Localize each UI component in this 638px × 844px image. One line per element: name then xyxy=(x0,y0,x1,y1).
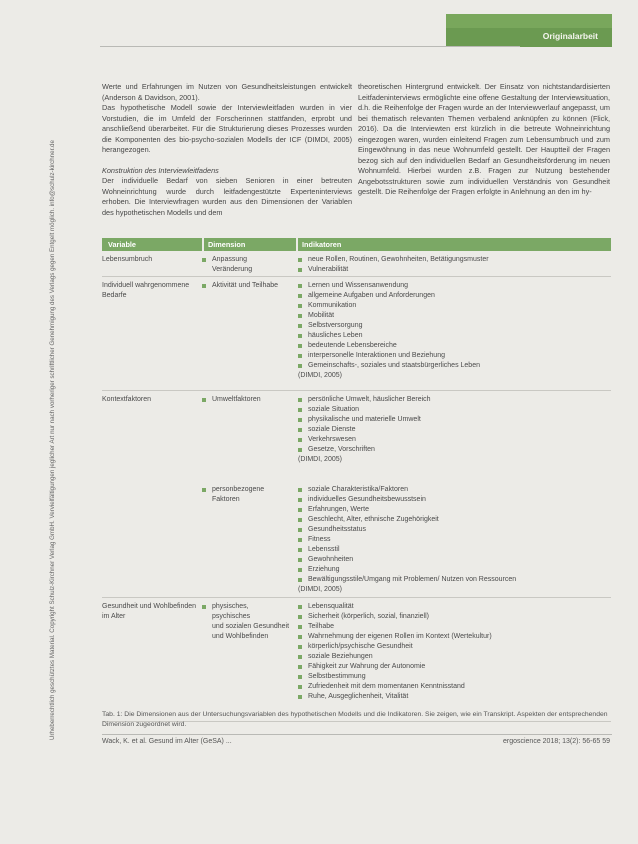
table-caption: Tab. 1: Die Dimensionen aus der Untersuchungsvariablen des hypothetischen Modells und die Indikatoren. Sie zeigen, wie ein Transkript. Aspekten der entsprechenden Dimension zugeordnet wird. xyxy=(102,711,608,728)
cell-dimension xyxy=(202,485,294,505)
indicator-item: Lebensstil xyxy=(298,545,608,555)
left-paragraph-3: Der individuelle Bedarf von sieben Senioren in einer betreuten Wohneinrichtung wurde durch leitfadengestützte Experteninterviews erhoben. Die Interviewfragen wurden aus den Dimensionen der Variablen des hypothetischen Modells und dem xyxy=(102,176,352,217)
indicator-item: Sicherheit (körperlich, sozial, finanziell) xyxy=(298,612,608,622)
indicator-item: Fähigkeit zur Wahrung der Autonomie xyxy=(298,662,608,672)
footer-journal: ergoscience 2018; 13(2): 56-65 59 xyxy=(502,738,610,745)
cell-dimension xyxy=(202,395,294,405)
table-row xyxy=(102,481,611,598)
right-paragraph-1: theoretischen Hintergrund entwickelt. Der Einsatz von nichtstandardisierten Leitfadeninterviews ermöglichte eine offene Gestaltung der Interviewsituation, d.h. die Reihenfolge der Fragen wurde an der Interviewverlauf angepasst, um bei thematisch relevanten Themen verbalend anknüpfen zu können (Flick, 2016). Da die Interviewten erst kürzlich in die betreute Wohneinrichtung eingezogen waren, wurden einleitend Fragen zum Lebensumbruch und zum Eingewöhnung in das neue Wohnumfeld gestellt. Der Hauptteil der Fragen bezog sich auf den individuellen Bedarf an Gesundheitsförderung im neuen Wohnumfeld. Hierbei wurden z.B. Fragen zur Nutzung bestehender Angebotsstrukturen sowie zum individuellen Verständnis von Gesundheit gestellt. Die Reihenfolge der Fragen erfolgte in Anlehnung an den im hy- xyxy=(358,82,610,196)
dimension-item: physisches, psychisches und sozialen Gesundheit und Wohlbefinden xyxy=(202,602,294,642)
cell-indicators xyxy=(298,255,608,275)
table-row xyxy=(102,598,611,722)
table-row xyxy=(102,251,611,277)
indicator-item: Bewältigungsstile/Umgang mit Problemen/ Nutzen von Ressourcen xyxy=(298,575,608,585)
cell-indicators xyxy=(298,395,608,465)
section-label: Originalarbeit xyxy=(542,31,598,41)
indicator-item: Erfahrungen, Werte xyxy=(298,505,608,515)
indicator-item: Wahrnehmung der eigenen Rollen im Kontext (Wertekultur) xyxy=(298,632,608,642)
dimension-item: Anpassung Veränderung xyxy=(202,255,294,275)
subheading: Konstruktion des Interviewleitfadens xyxy=(102,165,219,175)
cell-dimension xyxy=(202,255,294,275)
dimension-item: Umweltfaktoren xyxy=(202,395,294,405)
indicator-item: Verkehrswesen xyxy=(298,435,608,445)
indicator-item: Geschlecht, Alter, ethnische Zugehörigkeit xyxy=(298,515,608,525)
header-dimension: Dimension xyxy=(208,240,246,249)
cell-dimension xyxy=(202,281,294,291)
table-body xyxy=(102,251,611,722)
indicator-item: neue Rollen, Routinen, Gewohnheiten, Betätigungsmuster xyxy=(298,255,608,265)
indicator-item: Gemeinschafts-, soziales und staatsbürgerliches Leben xyxy=(298,361,608,371)
cell-indicators xyxy=(298,281,608,381)
indicator-item: soziale Charakteristika/Faktoren xyxy=(298,485,608,495)
indicator-item: häusliches Leben xyxy=(298,331,608,341)
dimension-item: personbezogene Faktoren xyxy=(202,485,294,505)
indicator-item: Erziehung xyxy=(298,565,608,575)
indicator-item: Vulnerabilität xyxy=(298,265,608,275)
cell-variable: Kontextfaktoren xyxy=(102,396,152,403)
left-paragraph-1: Werte und Erfahrungen im Nutzen von Gesundheitsleistungen entwickelt (Anderson & Davidson, 2001). xyxy=(102,82,352,102)
indicator-item: Fitness xyxy=(298,535,608,545)
indicator-item: persönliche Umwelt, häuslicher Bereich xyxy=(298,395,608,405)
cell-variable: Individuell wahrgenommene Bedarfe xyxy=(102,282,190,299)
indicator-item: Teilhabe xyxy=(298,622,608,632)
indicator-source: (DIMDI, 2005) xyxy=(298,586,342,593)
indicator-item: Lernen und Wissensanwendung xyxy=(298,281,608,291)
indicator-item: Gesundheitsstatus xyxy=(298,525,608,535)
indicator-item: Gesetze, Vorschriften xyxy=(298,445,608,455)
section-tab xyxy=(446,28,612,47)
indicator-item: Selbstbestimmung xyxy=(298,672,608,682)
right-column xyxy=(358,82,610,198)
indicator-item: individuelles Gesundheitsbewusstsein xyxy=(298,495,608,505)
indicator-item: interpersonelle Interaktionen und Beziehung xyxy=(298,351,608,361)
header-indicators: Indikatoren xyxy=(302,240,342,249)
indicator-item: allgemeine Aufgaben und Anforderungen xyxy=(298,291,608,301)
indicator-item: Ruhe, Ausgeglichenheit, Vitalität xyxy=(298,692,608,702)
indicator-item: bedeutende Lebensbereiche xyxy=(298,341,608,351)
cell-indicators xyxy=(298,602,608,702)
indicator-item: Selbstversorgung xyxy=(298,321,608,331)
indicator-item: Mobilität xyxy=(298,311,608,321)
cell-variable: Lebensumbruch xyxy=(102,256,153,263)
indicator-source: (DIMDI, 2005) xyxy=(298,372,342,379)
left-column xyxy=(102,82,352,218)
table-row xyxy=(102,391,611,481)
indicator-item: Lebensqualität xyxy=(298,602,608,612)
indicator-item: Zufriedenheit mit dem momentanen Kenntnisstand xyxy=(298,682,608,692)
table-row xyxy=(102,277,611,391)
footer-citation: Wack, K. et al. Gesund im Alter (GeSA) ... xyxy=(102,738,232,745)
header-rule xyxy=(100,46,520,47)
indicator-item: soziale Dienste xyxy=(298,425,608,435)
indicator-item: Gewohnheiten xyxy=(298,555,608,565)
copyright-side-note: Urheberrechtlich geschütztes Material. Copyright Schulz-Kirchner Verlag GmbH. Vervielfältigungen jeglicher Art nur nach vorheriger schriftlicher Genehmigung des Verlags gegen Entgelt möglich. info@schulz-kirchner.de xyxy=(49,140,56,740)
header-tab-top xyxy=(446,14,612,28)
footer-rule xyxy=(102,734,612,735)
indicator-item: Kommunikation xyxy=(298,301,608,311)
indicator-source: (DIMDI, 2005) xyxy=(298,456,342,463)
indicator-item: soziale Beziehungen xyxy=(298,652,608,662)
indicator-item: physikalische und materielle Umwelt xyxy=(298,415,608,425)
cell-dimension xyxy=(202,602,294,642)
left-paragraph-2: Das hypothetische Modell sowie der Interviewleitfaden wurden in vier Vorstudien, die im Umfeld der Forscherinnen stattfanden, erprobt und anschließend überarbeitet. Für die Strukturierung dieses Prozesses wurden die Komponenten des bio-psycho-sozialen Modells der ICF (DIMDI, 2005) herangezogen. xyxy=(102,103,352,154)
indicator-item: soziale Situation xyxy=(298,405,608,415)
cell-indicators xyxy=(298,485,608,595)
header-variable: Variable xyxy=(108,240,136,249)
dimension-item: Aktivität und Teilhabe xyxy=(202,281,294,291)
variables-table xyxy=(102,238,611,722)
indicator-item: körperlich/psychische Gesundheit xyxy=(298,642,608,652)
table-header xyxy=(102,238,611,251)
cell-variable: Gesundheit und Wohlbefinden im Alter xyxy=(102,603,197,620)
